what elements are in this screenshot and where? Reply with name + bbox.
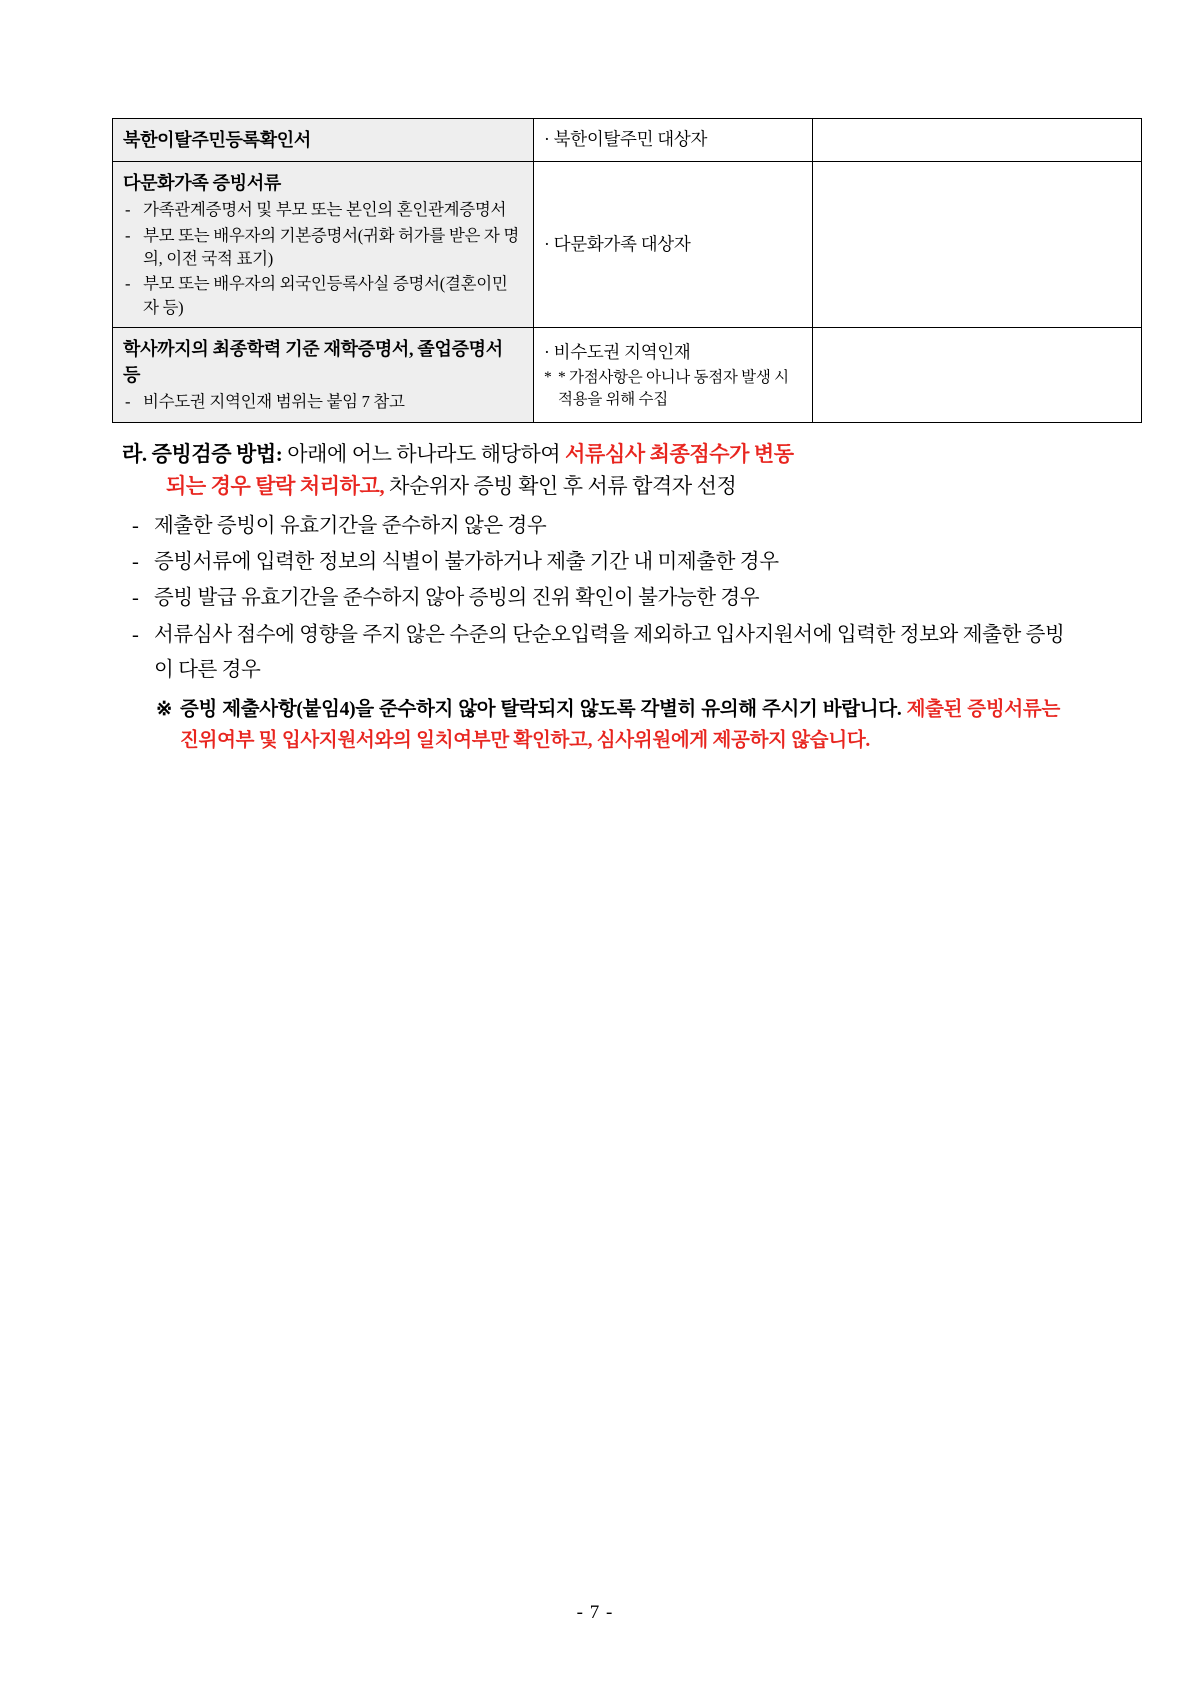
list-item <box>112 509 1078 544</box>
list-item-label: 증빙 발급 유효기간을 준수하지 않아 증빙의 진위 확인이 불가능한 경우 <box>154 587 760 610</box>
table-cell-blank <box>813 328 1142 423</box>
note-text-red: 제출된 증빙서류는 진위여부 및 입사지원서와의 일치여부만 확인하고, 심사위원에게 제공하지 않습니다. <box>180 699 1060 752</box>
section-line2-highlight: 되는 경우 탈락 처리하고, <box>166 473 385 498</box>
dash-icon: - <box>132 623 139 646</box>
list-item-label: 부모 또는 배우자의 외국인등록사실 증명서(결혼이민자 등) <box>143 274 508 317</box>
table-cell-target <box>534 162 813 328</box>
list-item <box>112 618 1078 689</box>
section-line1-highlight: 서류심사 최종점수가 변동 <box>565 441 794 466</box>
list-item <box>123 198 523 221</box>
table-row <box>113 328 1142 423</box>
table-cell-target <box>534 328 813 423</box>
table-row <box>113 119 1142 162</box>
asterisk-icon: * <box>544 369 552 387</box>
table-row <box>113 162 1142 328</box>
section-line2-plain: 차순위자 증빙 확인 후 서류 합격자 선정 <box>389 473 737 498</box>
dash-icon: - <box>132 587 139 610</box>
table-cell-document <box>113 162 534 328</box>
dash-icon: - <box>125 274 131 294</box>
section-title: 증빙검증 방법: <box>151 441 283 466</box>
list-item <box>112 545 1078 580</box>
note-text-black: 증빙 제출사항(붙임4)을 준수하지 않아 탈락되지 않도록 각별히 유의해 주시기 바랍니다. <box>180 699 902 721</box>
target-text: · 북한이탈주민 대상자 <box>544 129 708 150</box>
table-cell-blank <box>813 162 1142 328</box>
section-label: 라. <box>122 441 147 466</box>
page-number: - 7 - <box>576 1602 614 1623</box>
list-item-label: 서류심사 점수에 영향을 주지 않은 수준의 단순오입력을 제외하고 입사지원서에 입력한 정보와 제출한 증빙이 다른 경우 <box>154 623 1065 681</box>
target-text: · 다문화가족 대상자 <box>544 234 691 254</box>
dash-icon: - <box>132 514 139 537</box>
reference-mark-icon: ※ <box>156 699 173 721</box>
list-item <box>123 224 523 271</box>
target-note <box>544 367 802 410</box>
section-line1-plain: 아래에 어느 하나라도 해당하여 <box>287 441 561 466</box>
list-item-label: 제출한 증빙이 유효기간을 준수하지 않은 경우 <box>154 514 547 537</box>
document-title: 다문화가족 증빙서류 <box>123 173 281 194</box>
list-item <box>123 390 523 413</box>
list-item-label: 가족관계증명서 및 부모 또는 본인의 혼인관계증명서 <box>143 200 507 220</box>
condition-list <box>112 509 1078 688</box>
document-title: 북한이탈주민등록확인서 <box>123 130 311 150</box>
important-note <box>112 694 1060 756</box>
target-note-label: * 가점사항은 아니나 동점자 발생 시 적용을 위해 수집 <box>558 369 789 408</box>
document-title: 학사까지의 최종학력 기준 재학증명서, 졸업증명서 등 <box>123 339 503 386</box>
list-item-label: 증빙서류에 입력한 정보의 식별이 불가하거나 제출 기간 내 미제출한 경우 <box>154 551 779 574</box>
list-item-label: 비수도권 지역인재 범위는 붙임 7 참고 <box>143 392 405 412</box>
evidence-document-table <box>112 118 1142 423</box>
document-subitem-list <box>123 198 523 319</box>
list-item <box>123 272 523 319</box>
section-heading <box>112 437 1078 471</box>
dash-icon: - <box>132 551 139 574</box>
table-cell-target <box>534 119 813 162</box>
table-cell-document <box>113 119 534 162</box>
table-cell-blank <box>813 119 1142 162</box>
section-heading-line2 <box>112 469 1078 503</box>
document-subitem-list <box>123 390 523 413</box>
dash-icon: - <box>125 200 131 220</box>
table-cell-document <box>113 328 534 423</box>
dash-icon: - <box>125 392 131 412</box>
target-text: · 비수도권 지역인재 <box>544 341 691 362</box>
section-verification-method <box>112 437 1078 757</box>
list-item <box>112 581 1078 616</box>
dash-icon: - <box>125 225 131 245</box>
list-item-label: 부모 또는 배우자의 기본증명서(귀화 허가를 받은 자 명의, 이전 국적 표기) <box>143 225 520 269</box>
